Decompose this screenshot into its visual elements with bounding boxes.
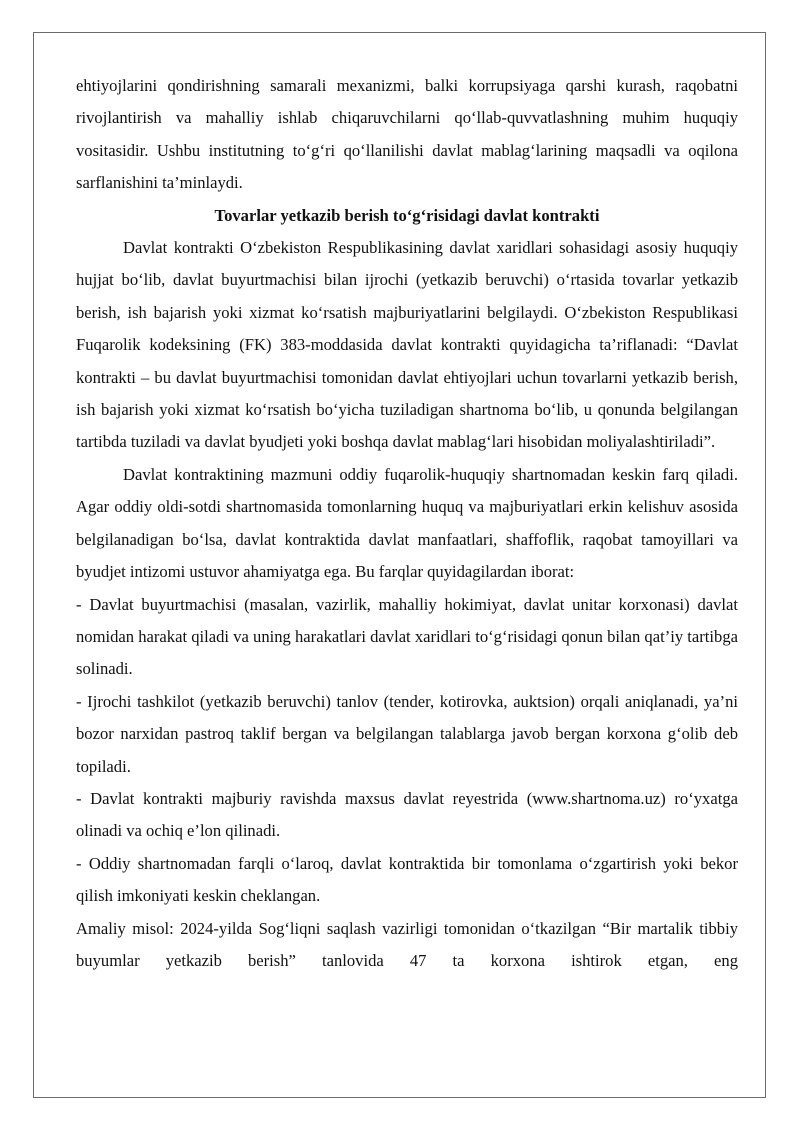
paragraph-example: Amaliy misol: 2024-yilda Sog‘liqni saqlash vazirligi tomonidan o‘tkazilgan “Bir martalik tibbiy buyumlar yetkazib berish” tanlovida 47 ta korxona ishtirok etgan, eng bbox=[76, 918, 738, 970]
list-item: - Ijrochi tashkilot (yetkazib beruvchi) tanlov (tender, kotirovka, auktsion) orqali aniqlanadi, ya’ni bozor narxidan pastroq taklif bergan va belgilangan talablarga javob bergan korxona g‘olib deb topiladi. bbox=[76, 691, 738, 776]
list-item: - Oddiy shartnomadan farqli o‘laroq, davlat kontraktida bir tomonlama o‘zgartirish yoki bekor qilish imkoniyati keskin cheklangan. bbox=[76, 853, 738, 906]
paragraph-definition: Davlat kontrakti O‘zbekiston Respublikasining davlat xaridlari sohasidagi asosiy huquqiy hujjat bo‘lib, davlat buyurtmachisi bilan ijrochi (yetkazib beruvchi) o‘rtasida tovarlar yetkazib berish, ish bajarish yoki xizmat ko‘rsatish majburiyatlarini belgilaydi. O‘zbekiston Respublikasi Fuqarolik kodeksining (FK) 383-moddasida davlat kontrakti quyidagicha ta’riflanadi: “Davlat kontrakti – bu davlat buyurtmachisi tomonidan davlat ehtiyojlari uchun tovarlarni yetkazib berish, ish bajarish yoki xizmat ko‘rsatish bo‘yicha tuziladigan shartnoma bo‘lib, u qonunda belgilangan tartibda tuziladi va davlat byudjeti yoki boshqa davlat mablag‘lari hisobidan moliyalashtiriladi”. bbox=[76, 238, 738, 452]
paragraph-intro: ehtiyojlarini qondirishning samarali mexanizmi, balki korrupsiyaga qarshi kurash, raqobatni rivojlantirish va mahalliy ishlab chiqaruvchilarni qo‘llab-quvvatlashning muhim huquqiy vositasidir. Ushbu institutning to‘g‘ri qo‘llanilishi davlat mablag‘larining maqsadli va oqilona sarflanishini ta’minlaydi. bbox=[76, 76, 738, 193]
paragraph-content: Davlat kontraktining mazmuni oddiy fuqarolik-huquqiy shartnomadan keskin farq qiladi. Agar oddiy oldi-sotdi shartnomasida tomonlarning huquq va majburiyatlari erkin kelishuv asosida belgilanadigan bo‘lsa, davlat kontraktida davlat manfaatlari, shaffoflik, raqobat tamoyillari va byudjet intizomi ustuvor ahamiyatga ega. Bu farqlar quyidagilardan iborat: bbox=[76, 464, 738, 582]
section-heading: Tovarlar yetkazib berish to‘g‘risidagi davlat kontrakti bbox=[214, 205, 600, 225]
document-body bbox=[76, 70, 738, 977]
list-item: - Davlat kontrakti majburiy ravishda maxsus davlat reyestrida (www.shartnoma.uz) ro‘yxatga olinadi va ochiq e’lon qilinadi. bbox=[76, 788, 738, 841]
list-item: - Davlat buyurtmachisi (masalan, vazirlik, mahalliy hokimiyat, davlat unitar korxonasi) davlat nomidan harakat qiladi va uning harakatlari davlat xaridlari to‘g‘risidagi qonun bilan qat’iy tartibga solinadi. bbox=[76, 594, 738, 679]
